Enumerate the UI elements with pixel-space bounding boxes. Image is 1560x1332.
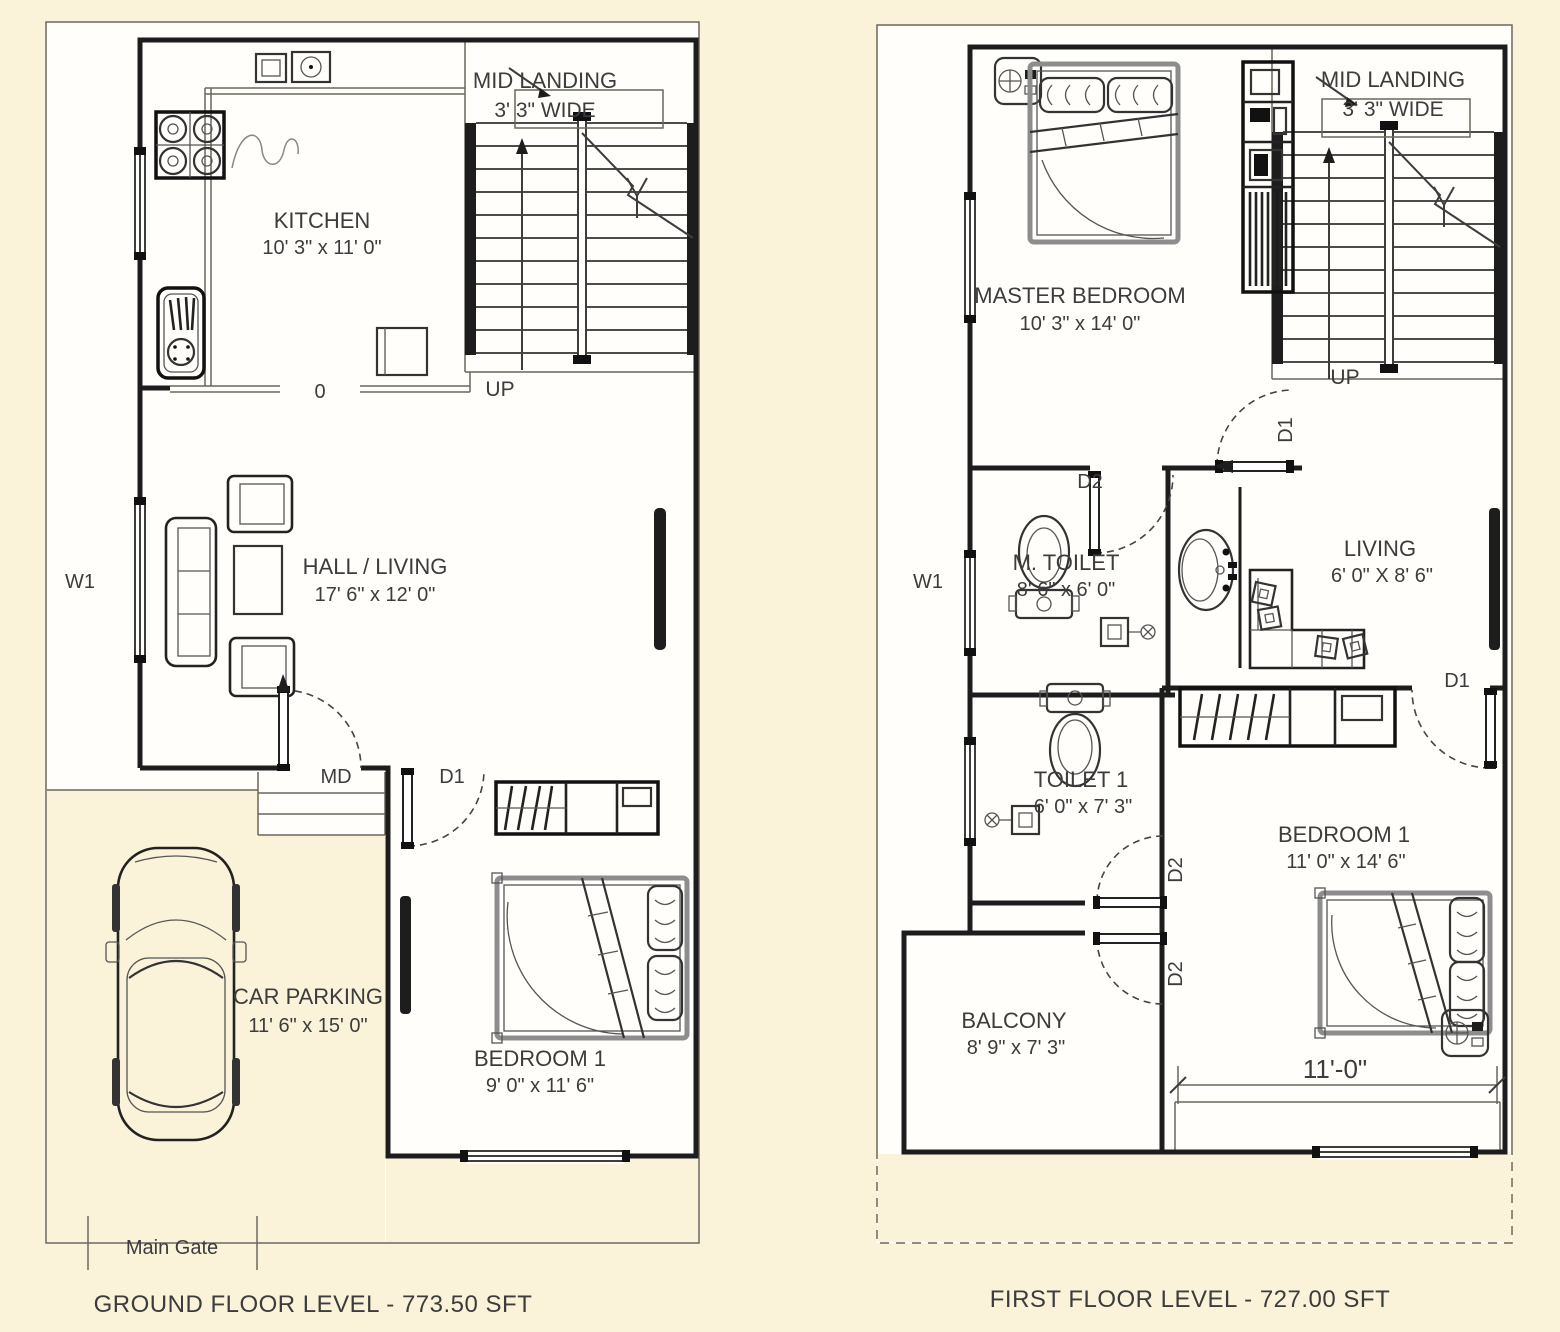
room-dims-mtoilet: 8' 6" x 6' 0" <box>1016 579 1116 601</box>
mtoilet-window-w1 <box>962 550 978 656</box>
room-dims-mid-landing: 3' 3" WIDE <box>1342 98 1444 121</box>
bed-width-dimension-text: 11'-0" <box>1302 1054 1368 1084</box>
room-dims-bedroom1: 11' 0" x 14' 6" <box>1286 851 1406 873</box>
toilet1-window <box>962 737 978 846</box>
label-md: MD <box>320 766 352 788</box>
bedroom1-bottom-window <box>1312 1144 1478 1160</box>
living-side-window <box>1489 508 1500 650</box>
room-label-mid-landing: MID LANDING <box>1320 67 1466 92</box>
room-label-toilet1: TOILET 1 <box>1033 767 1129 792</box>
room-dims-car-parking: 11' 6" x 15' 0" <box>248 1015 368 1037</box>
room-dims-master-bedroom: 10' 3" x 14' 0" <box>1019 313 1141 335</box>
room-label-bedroom1: BEDROOM 1 <box>1277 822 1411 847</box>
room-label-car-parking: CAR PARKING <box>233 984 383 1009</box>
label-d1-living: D1 <box>1444 670 1470 692</box>
hall-tv-unit <box>654 508 666 650</box>
room-dims-balcony: 8' 9" x 7' 3" <box>966 1037 1066 1059</box>
hall-window-w1 <box>132 497 148 663</box>
room-label-living: LIVING <box>1343 536 1417 561</box>
kitchen-window <box>132 147 148 260</box>
ground-floor-caption: GROUND FLOOR LEVEL - 773.50 SFT <box>93 1291 533 1318</box>
first-floor-plan <box>877 25 1512 1313</box>
label-d2-balcony: D2 <box>1165 961 1187 987</box>
label-d1: D1 <box>439 766 465 788</box>
room-dims-living: 6' 0" X 8' 6" <box>1331 565 1433 587</box>
room-label-master-bedroom: MASTER BEDROOM <box>974 283 1186 308</box>
room-dims-mid-landing: 3' 3" WIDE <box>494 99 596 122</box>
label-up: UP <box>485 378 515 401</box>
room-label-mid-landing: MID LANDING <box>472 68 618 93</box>
label-zero: 0 <box>314 381 326 403</box>
label-main-gate: Main Gate <box>125 1237 219 1259</box>
room-label-kitchen: KITCHEN <box>273 208 371 233</box>
bedroom1-bottom-window <box>460 1148 630 1164</box>
room-dims-kitchen: 10' 3" x 11' 0" <box>262 237 382 259</box>
room-dims-toilet1: 6' 0" x 7' 3" <box>1033 796 1133 818</box>
label-d2-bedroom: D2 <box>1165 857 1187 883</box>
room-label-hall: HALL / LIVING <box>302 554 448 579</box>
bedroom1-side-window <box>400 896 411 1014</box>
room-dims-hall: 17' 6" x 12' 0" <box>314 584 436 606</box>
ground-floor-plan <box>46 22 699 1318</box>
label-up: UP <box>1330 366 1360 389</box>
label-d1-master: D1 <box>1275 417 1297 443</box>
room-label-mtoilet: M. TOILET <box>1012 550 1120 575</box>
label-w1: W1 <box>913 571 943 593</box>
label-d2-mtoilet: D2 <box>1077 471 1103 493</box>
label-w1: W1 <box>65 571 95 593</box>
room-dims-bedroom1: 9' 0" x 11' 6" <box>485 1075 595 1097</box>
room-label-bedroom1: BEDROOM 1 <box>473 1046 607 1071</box>
first-floor-caption: FIRST FLOOR LEVEL - 727.00 SFT <box>989 1286 1391 1313</box>
room-label-balcony: BALCONY <box>961 1008 1067 1033</box>
